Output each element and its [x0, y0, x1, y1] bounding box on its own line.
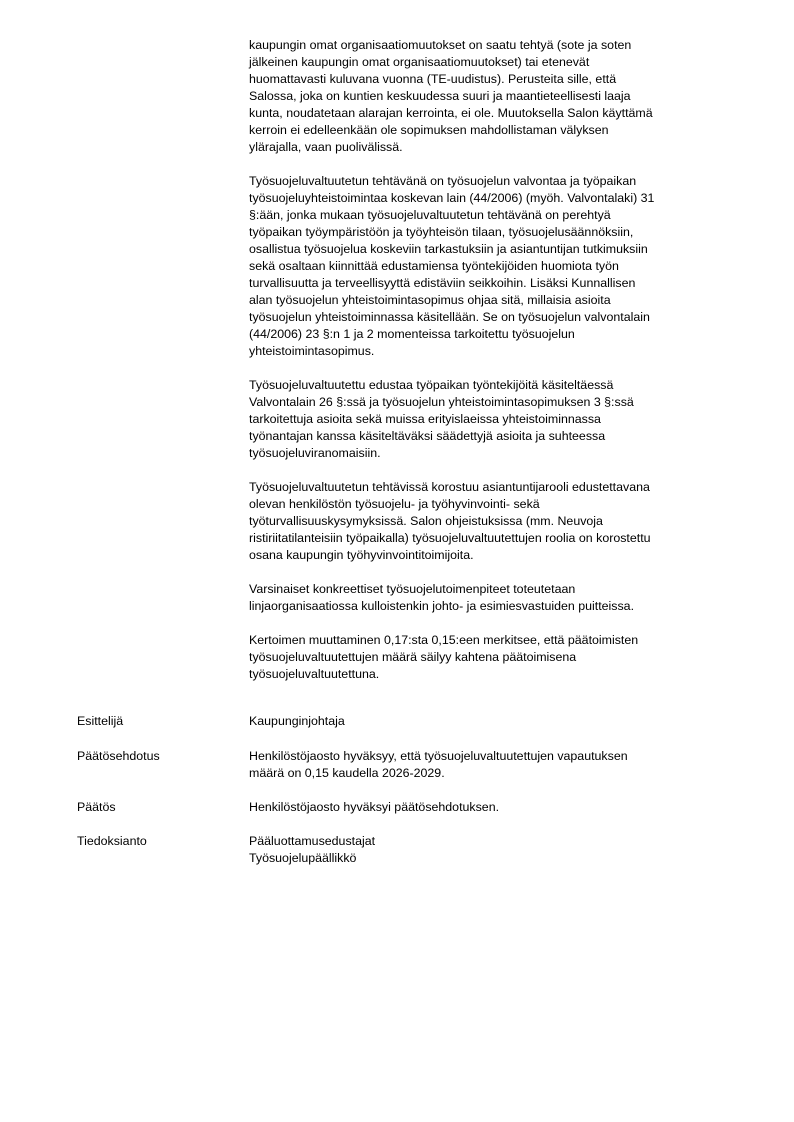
text-line: Valvontalain 26 §:ssä ja työsuojelun yhteistoimintasopimuksen 3 §:ssä — [249, 395, 634, 409]
text-line: huomattavasti kuluvana vuonna (TE-uudistus). Perusteita sille, että — [249, 72, 617, 86]
text-line: Salossa, joka on kuntien keskuudessa suuri ja maantieteellisesti laaja — [249, 89, 631, 103]
text-line: kunta, noudatetaan alarajan kerrointa, ei ole. Muutoksella Salon käyttämä — [249, 106, 653, 120]
text-line: työsuojeluviranomaisiin. — [249, 446, 381, 460]
text-line: Työsuojeluvaltuutettu edustaa työpaikan työntekijöitä käsiteltäessä — [249, 378, 614, 392]
text-line: työsuojeluvaltuutettujen määrä säilyy kahtena päätoimisena — [249, 650, 577, 664]
field-value — [249, 748, 739, 782]
text-line: Varsinaiset konkreettiset työsuojelutoimenpiteet toteutetaan — [249, 582, 576, 596]
text-line: työnantajan kanssa käsiteltäväksi säädettyjä asioita ja suhteessa — [249, 429, 606, 443]
text-line: Kertoimen muuttaminen 0,17:sta 0,15:een merkitsee, että päätoimisten — [249, 633, 639, 647]
paragraph-implementation — [249, 581, 739, 615]
text-line: §:ään, jonka mukaan työsuojeluvaltuutetun tehtävänä on perehtyä — [249, 208, 611, 222]
field-value — [249, 833, 739, 867]
text-line: sekä osaltaan kiinnittää edustamiensa työntekijöiden huomiota työn — [249, 259, 619, 273]
text-line: työsuojelun yhteistoiminnassa käsitellään. Se on työsuojelun valvontalain — [249, 310, 650, 324]
text-line: työturvallisuuskysymyksissä. Salon ohjeistuksissa (mm. Neuvoja — [249, 514, 603, 528]
text-line: turvallisuutta ja terveellisyyttä edistäviin seikkoihin. Lisäksi Kunnallisen — [249, 276, 636, 290]
document-body — [249, 37, 739, 700]
field-value — [249, 799, 739, 816]
field-value-line: Henkilöstöjaosto hyväksyy, että työsuojeluvaltuutettujen vapautuksen — [249, 749, 628, 763]
text-line: kerroin ei edelleenkään ole sopimuksen mahdollistaman välyksen — [249, 123, 609, 137]
field-value-line: Työsuojelupäällikkö — [249, 851, 357, 865]
paragraph-expert-role — [249, 479, 739, 564]
field-value-line: Henkilöstöjaosto hyväksyi päätösehdotuksen. — [249, 800, 500, 814]
text-line: olevan henkilöstön työsuojelu- ja työhyvinvointi- sekä — [249, 497, 540, 511]
paragraph-duties — [249, 173, 739, 360]
text-line: jälkeinen kaupungin omat organisaatiomuutokset) tai etenevät — [249, 55, 590, 69]
field-value-line: Kaupunginjohtaja — [249, 714, 345, 728]
text-line: osana kaupungin työhyvinvointitoimijoita. — [249, 548, 474, 562]
text-line: Työsuojeluvaltuutetun tehtävissä korostuu asiantuntijarooli edustettavana — [249, 480, 650, 494]
field-label: Tiedoksianto — [77, 834, 147, 848]
text-line: työsuojeluvaltuutettuna. — [249, 667, 380, 681]
text-line: osallistua työsuojelua koskeviin tarkastuksiin ja asiantuntijan tutkimuksiin — [249, 242, 648, 256]
text-line: (44/2006) 23 §:n 1 ja 2 momenteissa tarkoitettu työsuojelun — [249, 327, 575, 341]
text-line: ristiriitatilanteisiin työpaikalla) työsuojeluvaltuutettujen roolia on korostettu — [249, 531, 651, 545]
field-label: Esittelijä — [77, 714, 124, 728]
field-value — [249, 713, 739, 730]
field-label: Päätös — [77, 800, 116, 814]
paragraph-representation — [249, 377, 739, 462]
field-value-line: Pääluottamusedustajat — [249, 834, 376, 848]
text-line: työsuojeluyhteistoimintaa koskevan lain (44/2006) (myöh. Valvontalaki) 31 — [249, 191, 655, 205]
field-label: Päätösehdotus — [77, 749, 160, 763]
paragraph-coefficient — [249, 632, 739, 683]
text-line: kaupungin omat organisaatiomuutokset on saatu tehtyä (sote ja soten — [249, 38, 632, 52]
text-line: työpaikan työympäristöön ja työyhteisön tilaan, työsuojelusäännöksiin, — [249, 225, 634, 239]
text-line: alan työsuojelun yhteistoimintasopimus ohjaa sitä, millaisia asioita — [249, 293, 611, 307]
text-line: tarkoitettuja asioita sekä muissa erityislaeissa yhteistoiminnassa — [249, 412, 601, 426]
field-value-line: määrä on 0,15 kaudella 2026-2029. — [249, 766, 445, 780]
paragraph-context — [249, 37, 739, 156]
text-line: yhteistoimintasopimus. — [249, 344, 375, 358]
text-line: linjaorganisaatiossa kulloistenkin johto- ja esimiesvastuiden puitteissa. — [249, 599, 635, 613]
text-line: ylärajalla, vaan puolivälissä. — [249, 140, 403, 154]
text-line: Työsuojeluvaltuutetun tehtävänä on työsuojelun valvontaa ja työpaikan — [249, 174, 637, 188]
